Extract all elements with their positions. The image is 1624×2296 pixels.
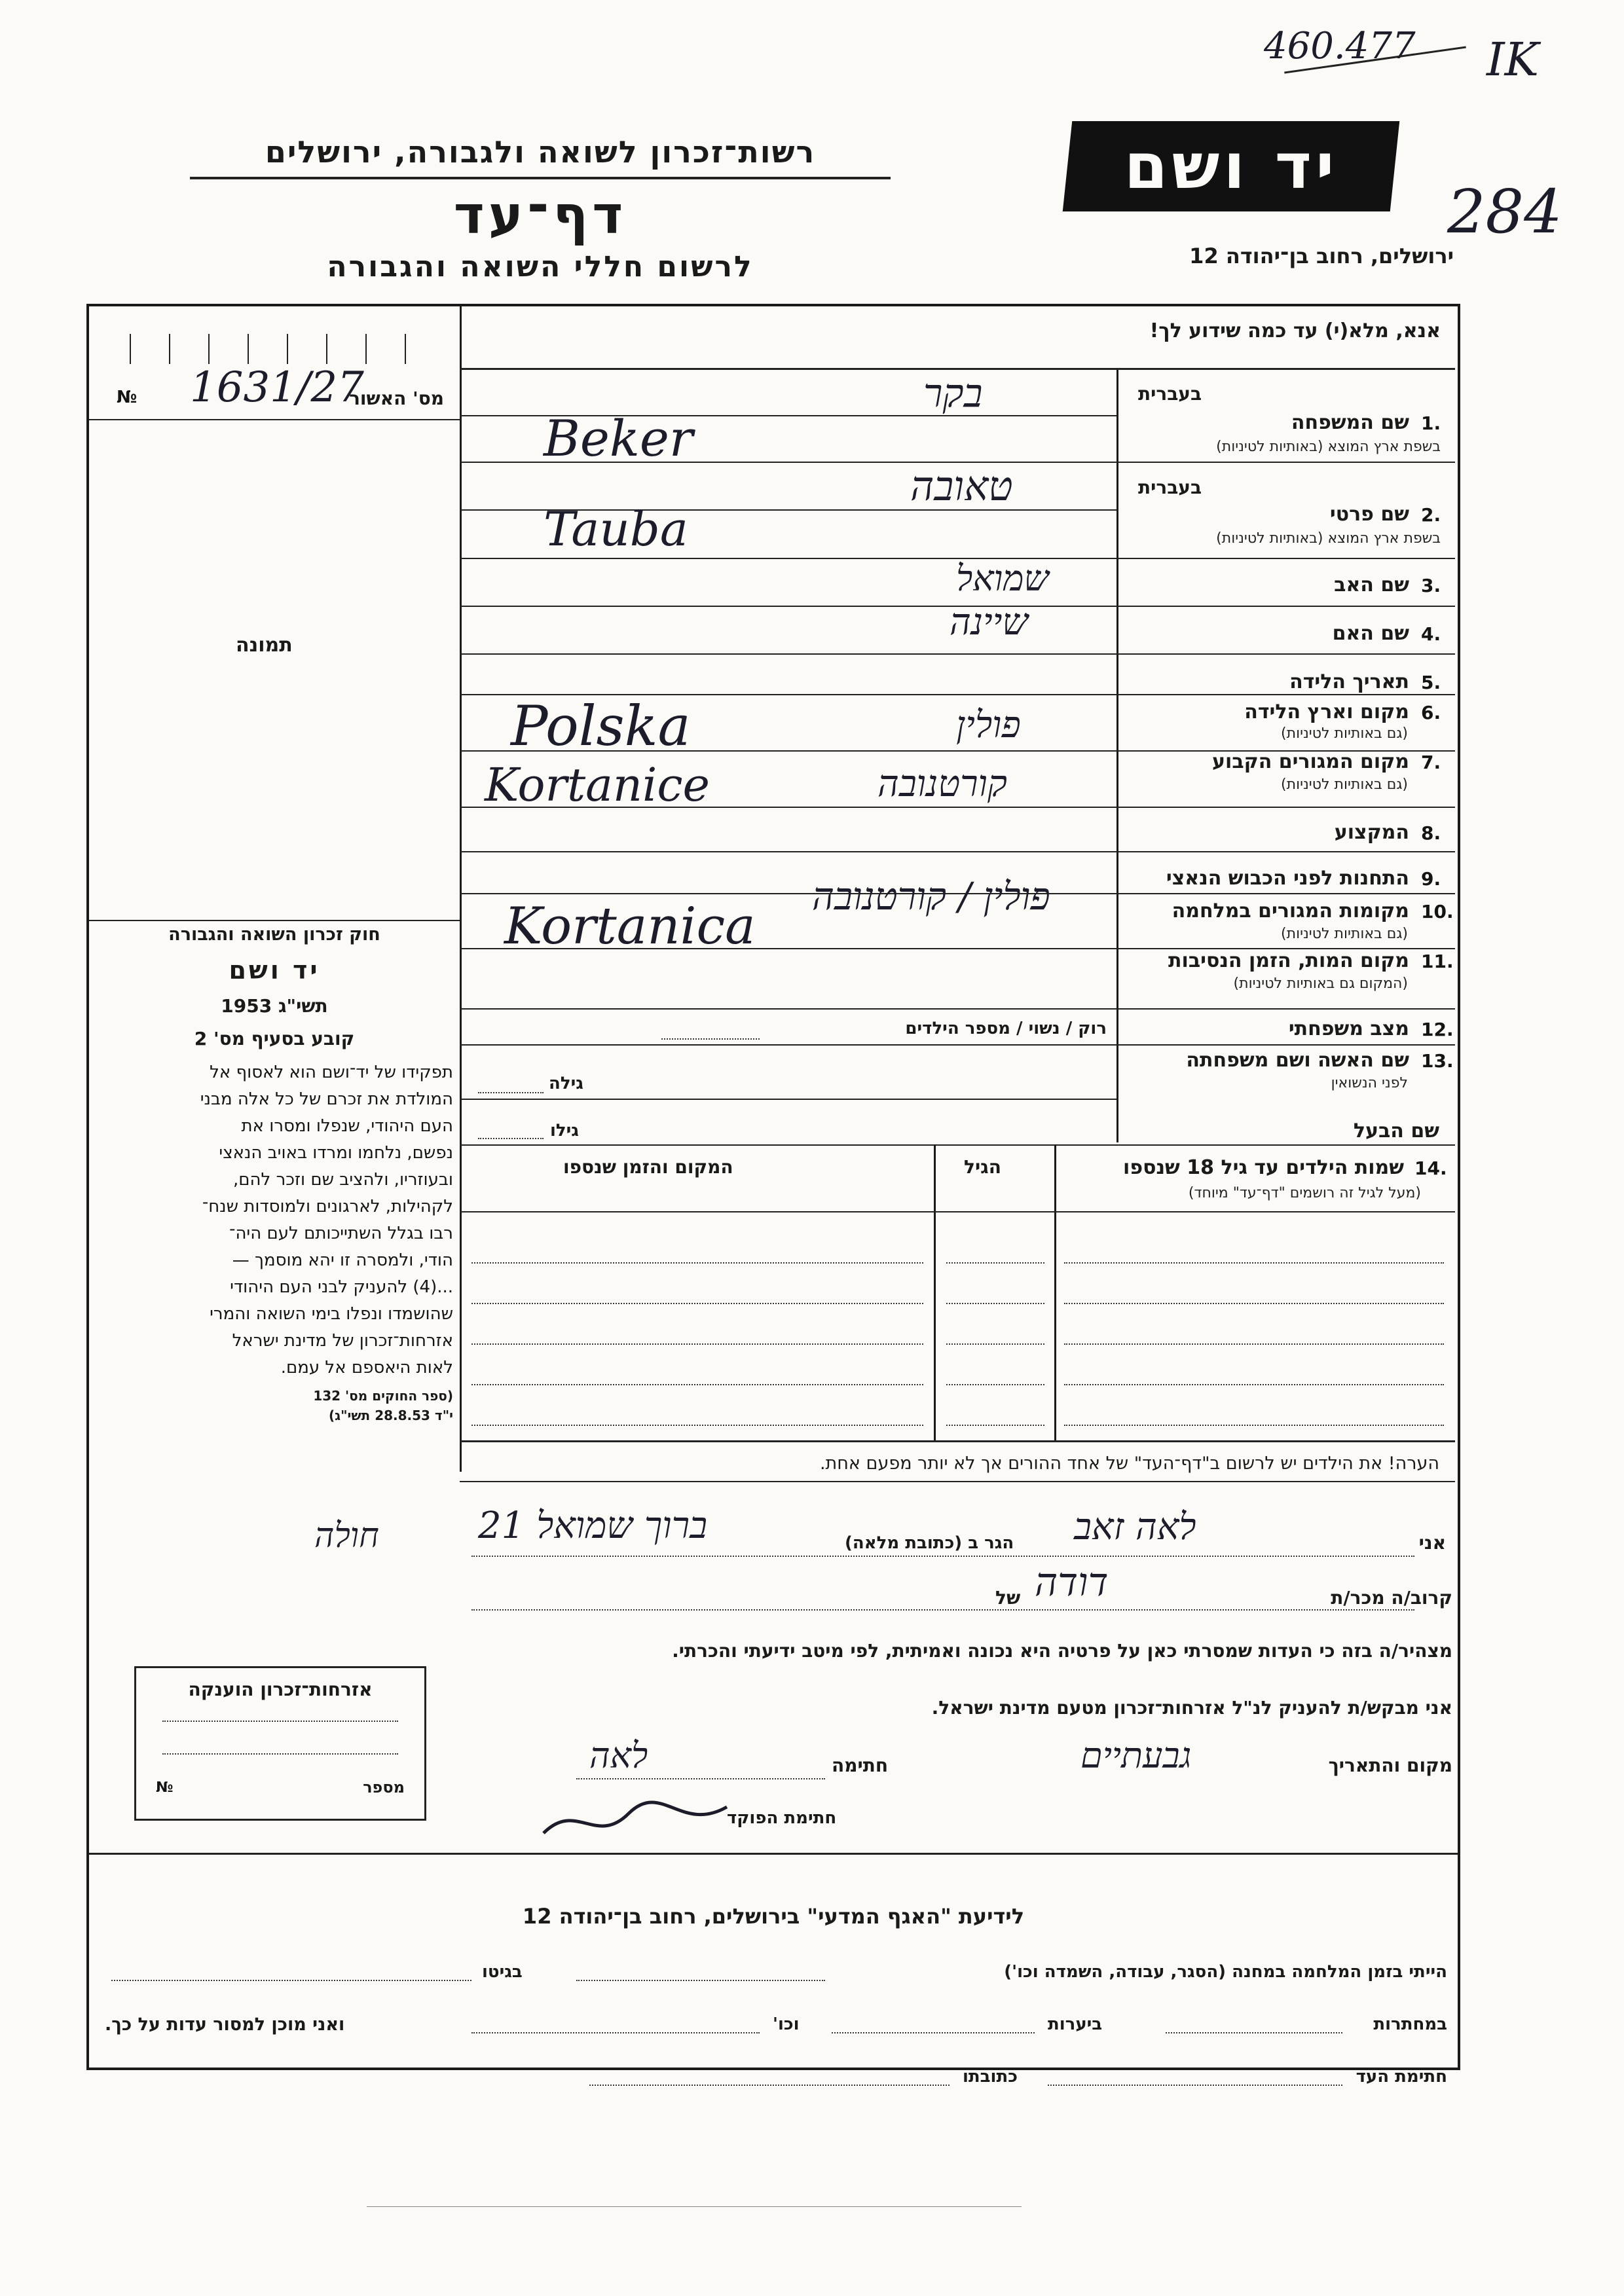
field-4-label: שם האם bbox=[1332, 622, 1409, 645]
archive-ref-mark: IK bbox=[1486, 33, 1539, 86]
children-label: שמות הילדים עד גיל 18 שנספו bbox=[1123, 1156, 1404, 1179]
law-line: שהושמדו ונפלו בימי השואה והמרי bbox=[210, 1304, 453, 1324]
child-row-line-1 bbox=[471, 1262, 923, 1264]
appendix-underground-label: במחתרות bbox=[1373, 2014, 1447, 2034]
wartime-residence-latin-value[interactable]: Kortanica bbox=[504, 897, 756, 956]
child-row-line-4 bbox=[471, 1384, 923, 1385]
field-13-sub: לפני הנשואין bbox=[1331, 1075, 1408, 1091]
registration-label: מס' האשור bbox=[349, 388, 444, 409]
law-line: לאות היאספם אל עמם. bbox=[280, 1358, 453, 1377]
request-text: אני מבקש/ת להעניק לנ"ל אזרחות־זכרון מטעם מדינת ישראל. bbox=[931, 1697, 1452, 1719]
field-11-num: 11. bbox=[1421, 951, 1454, 972]
declaration-text: מצהיר/ה בזה כי העדות שמסרתי כאן על פרטיה היא נכונה ואמיתית, לפי מיטב ידיעתי והכרתי. bbox=[672, 1640, 1452, 1662]
family-status-options: רוק / נשוי / מספר הילדים bbox=[905, 1019, 1107, 1038]
law-line: רבו בגלל השתייכותם לעם היה־ bbox=[229, 1224, 453, 1243]
declarant-i-label: אני bbox=[1418, 1532, 1446, 1554]
signature-value[interactable]: לאה bbox=[589, 1735, 648, 1776]
child-age-line-4 bbox=[946, 1384, 1044, 1385]
citizenship-box bbox=[134, 1666, 426, 1821]
field-7-sub: (גם באותיות לטיניות) bbox=[1281, 776, 1408, 793]
field-9-label: התחנות לפני הכבוש הנאצי bbox=[1166, 867, 1409, 890]
field-1-num: 1. bbox=[1421, 412, 1441, 434]
place-date-value[interactable]: גבעתיים bbox=[1080, 1735, 1192, 1776]
birth-place-hebrew-value[interactable]: פולין bbox=[956, 704, 1021, 746]
registration-prefix: № bbox=[117, 388, 138, 407]
field-10-sub: (גם באותיות לטיניות) bbox=[1281, 926, 1408, 942]
field-13-rule-a bbox=[460, 1099, 1116, 1100]
authority-name: רשות־זכרון לשואה ולגבורה, ירושלים bbox=[265, 134, 816, 170]
appendix-forest-line bbox=[832, 2032, 1035, 2033]
child-name-line-4 bbox=[1064, 1384, 1444, 1385]
law-text bbox=[96, 1059, 453, 1381]
appendix-etc-line bbox=[471, 2032, 760, 2033]
mother-value[interactable]: שיינה bbox=[950, 601, 1029, 644]
child-age-line-1 bbox=[946, 1262, 1044, 1264]
declarant-side-note: חולה bbox=[314, 1516, 379, 1556]
first-name-hebrew-value[interactable]: טאובה bbox=[910, 462, 1013, 510]
declarant-line-1 bbox=[471, 1556, 1414, 1557]
children-col-divider-1 bbox=[934, 1144, 936, 1440]
hebrew-label-1: בעברית bbox=[1138, 383, 1202, 405]
field-13-rule-b bbox=[460, 1144, 1455, 1146]
children-count-line bbox=[661, 1038, 760, 1040]
citizenship-line-2 bbox=[162, 1753, 398, 1755]
child-row-line-5 bbox=[471, 1425, 923, 1426]
field-10-label: מקומות המגורים במלחמה bbox=[1172, 900, 1409, 922]
registration-value[interactable]: 1631/27 bbox=[190, 363, 364, 412]
citizenship-line-1 bbox=[162, 1721, 398, 1722]
child-age-line-3 bbox=[946, 1343, 1044, 1345]
law-line: אזרחות־זכרון של מדינת ישראל bbox=[232, 1331, 453, 1351]
bottom-faint-rule bbox=[367, 2206, 1022, 2207]
field-6-num: 6. bbox=[1421, 702, 1441, 723]
form-subtitle: לרשום חללי השואה והגבורה bbox=[327, 250, 754, 283]
declarant-address-value[interactable]: ברוך שמואל 21 bbox=[478, 1504, 708, 1547]
field-8-label: המקצוע bbox=[1334, 821, 1409, 844]
top-prompt-rule bbox=[460, 368, 1455, 370]
law-line: לקהילות, לארגונים ולמוסדות שנח־ bbox=[202, 1197, 453, 1216]
law-line: המולדת את זכרם של כל אלה מבני bbox=[200, 1089, 453, 1109]
children-header-rule bbox=[460, 1211, 1455, 1212]
law-line: ...(4) להעניק לבני העם היהודי bbox=[230, 1277, 453, 1297]
note-rule bbox=[460, 1481, 1455, 1482]
husband-age-line bbox=[478, 1138, 544, 1139]
law-line: העם היהודי, שנפלו ומסרו את bbox=[241, 1116, 453, 1136]
appendix-ghetto-line bbox=[111, 1980, 471, 1981]
appendix-etc-label: וכו' bbox=[773, 2014, 800, 2034]
field-12-rule bbox=[460, 1044, 1455, 1046]
field-7-rule bbox=[460, 807, 1455, 808]
field-14-num: 14. bbox=[1414, 1157, 1447, 1179]
citizenship-number-label: מספר bbox=[363, 1778, 405, 1796]
surname-latin-value[interactable]: Beker bbox=[544, 409, 693, 467]
law-title: חוק זכרון השואה והגבורה bbox=[168, 924, 380, 945]
authority-underline bbox=[190, 177, 891, 179]
declarant-line-2 bbox=[471, 1609, 1414, 1611]
father-value[interactable]: שמואל bbox=[956, 558, 1049, 599]
appendix-witness-line bbox=[1048, 2085, 1342, 2086]
relation-label: קרוב/ה מכר/ת bbox=[1331, 1587, 1452, 1609]
registration-rule bbox=[89, 419, 460, 420]
field-1-label: שם המשפחה bbox=[1291, 411, 1409, 434]
field-3-num: 3. bbox=[1421, 575, 1441, 596]
residence-hebrew-value[interactable]: קורטנובה bbox=[877, 763, 1007, 805]
law-line: הודי, ולמסרה זו יהא מוסמך — bbox=[232, 1250, 453, 1270]
husband-age-label: גילו bbox=[550, 1121, 579, 1140]
field-12-label: מצב משפחתי bbox=[1288, 1017, 1409, 1040]
children-col-divider-2 bbox=[1054, 1144, 1056, 1440]
field-2-num: 2. bbox=[1421, 504, 1441, 526]
field-3-label: שם האב bbox=[1334, 574, 1409, 596]
field-7-num: 7. bbox=[1421, 752, 1441, 773]
signature-line bbox=[576, 1778, 825, 1779]
child-row-line-2 bbox=[471, 1303, 923, 1304]
appendix-witness-signature-label: חתימת העד bbox=[1356, 2067, 1447, 2086]
field-2-sub: בשפת ארץ המוצא (באותיות לטיניות) bbox=[1216, 530, 1441, 547]
field-11-label: מקום המות, הזמן הנסיבות bbox=[1168, 949, 1409, 972]
child-name-line-5 bbox=[1064, 1425, 1444, 1426]
field-8-num: 8. bbox=[1421, 822, 1441, 844]
law-line: ובעוזריו, ולהציב שם וזכר להם, bbox=[233, 1170, 453, 1190]
appendix-title: לידיעת "האגף המדעי" בירושלים, רחוב בן־יהודה 12 bbox=[522, 1904, 1025, 1929]
field-5-num: 5. bbox=[1421, 672, 1441, 693]
label-column-divider bbox=[1116, 370, 1118, 1142]
children-sub: (מעל לגיל זה רושמים "דף־עד" מיוחד) bbox=[1188, 1185, 1421, 1201]
wartime-residence-hebrew-value[interactable]: פולין / קורטנובה bbox=[812, 874, 1050, 919]
law-clause: קובע בסעיף מס' 2 bbox=[194, 1028, 355, 1049]
appendix-forest-label: ביערות bbox=[1048, 2014, 1103, 2034]
law-name: יד ושם bbox=[229, 956, 320, 985]
of-label: של bbox=[995, 1587, 1021, 1609]
declarant-name-value[interactable]: לאה זאב bbox=[1074, 1506, 1196, 1548]
appendix-line2-end: ואני מוכן למסור עדות על כך. bbox=[105, 2014, 345, 2035]
photo-label: תמונה bbox=[236, 634, 293, 657]
field-13-label: שם האשה ושם משפחתה bbox=[1186, 1049, 1409, 1072]
registration-ticks bbox=[103, 334, 444, 367]
address: ירושלים, רחוב בן־יהודה 12 bbox=[1189, 244, 1454, 268]
law-ref-1: (ספר החוקים מס' 132 bbox=[313, 1388, 453, 1404]
birth-place-latin-value[interactable]: Polska bbox=[511, 694, 691, 758]
field-10-num: 10. bbox=[1421, 901, 1454, 922]
relation-value[interactable]: דודה bbox=[1035, 1559, 1109, 1605]
field-4-num: 4. bbox=[1421, 623, 1441, 645]
form-title: דף־עד bbox=[453, 185, 627, 246]
appendix-camp-line bbox=[576, 1980, 825, 1981]
field-9-num: 9. bbox=[1421, 868, 1441, 890]
field-2-label: שם פרטי bbox=[1329, 503, 1409, 526]
law-ref-2: י"ד 28.8.53 תשי"ג) bbox=[329, 1408, 453, 1423]
first-name-latin-value[interactable]: Tauba bbox=[544, 501, 688, 556]
residence-latin-value[interactable]: Kortanice bbox=[485, 758, 710, 812]
wife-age-label: גילה bbox=[549, 1074, 583, 1093]
appendix-address-label: כתובתו bbox=[963, 2067, 1018, 2086]
field-11-sub: (המקום גם באותיות לטיניות) bbox=[1233, 975, 1408, 992]
children-bottom-rule bbox=[460, 1440, 1455, 1442]
declarant-resides-label: הגר ב (כתובת מלאה) bbox=[845, 1533, 1014, 1553]
top-prompt: אנא, מלא(י) עד כמה שידוע לך! bbox=[1149, 319, 1441, 342]
field-6-sub: (גם באותיות לטיניות) bbox=[1281, 725, 1408, 742]
archive-side-number: 284 bbox=[1447, 177, 1562, 247]
law-line: נפשם, נלחמו ומרדו באויב הנאצי bbox=[219, 1143, 453, 1163]
field-8-rule bbox=[460, 851, 1455, 852]
appendix-address-line bbox=[589, 2085, 950, 2086]
children-col-place: המקום והזמן שנספו bbox=[563, 1156, 733, 1178]
child-name-line-1 bbox=[1064, 1262, 1444, 1264]
appendix-rule bbox=[89, 1853, 1458, 1855]
official-signature-scribble bbox=[537, 1787, 733, 1846]
field-1-sub: בשפת ארץ המוצא (באותיות לטיניות) bbox=[1216, 439, 1441, 455]
law-year: תשי"ג 1953 bbox=[221, 995, 328, 1017]
children-col-age: הגיל bbox=[964, 1156, 1001, 1178]
field-12-num: 12. bbox=[1421, 1019, 1454, 1040]
signature-label: חתימה bbox=[832, 1755, 889, 1776]
appendix-line1-start: הייתי בזמן המלחמה במחנה (הסגר, עבודה, השמדה וכו') bbox=[1004, 1962, 1447, 1982]
law-box-top-rule bbox=[89, 920, 460, 921]
citizenship-number-prefix: № bbox=[156, 1779, 174, 1796]
appendix-underground-line bbox=[1166, 2032, 1342, 2033]
place-date-label: מקום והתאריך bbox=[1328, 1755, 1452, 1776]
field-13-num: 13. bbox=[1421, 1050, 1454, 1072]
field-6-label: מקום וארץ הלידה bbox=[1244, 701, 1409, 723]
field-11-rule bbox=[460, 1008, 1455, 1010]
field-4-rule bbox=[460, 653, 1455, 655]
appendix-line1-end: בגיטו bbox=[482, 1962, 523, 1982]
child-age-line-2 bbox=[946, 1303, 1044, 1304]
wife-age-line bbox=[478, 1092, 544, 1093]
law-line: תפקידו של יד־ושם הוא לאסוף אל bbox=[210, 1063, 453, 1082]
child-name-line-3 bbox=[1064, 1343, 1444, 1345]
archive-ref-number: 460.477 bbox=[1264, 25, 1416, 67]
field-5-label: תאריך הלידה bbox=[1289, 670, 1409, 693]
yad-vashem-logo bbox=[1063, 121, 1400, 211]
surname-hebrew-value[interactable]: בקר bbox=[923, 371, 983, 416]
husband-label: שם הבעל bbox=[1353, 1120, 1439, 1142]
official-signature-label: חתימת הפוקד bbox=[727, 1808, 837, 1828]
left-column-divider bbox=[460, 306, 462, 1472]
child-age-line-5 bbox=[946, 1425, 1044, 1426]
field-7-label: מקום המגורים הקבוע bbox=[1212, 750, 1409, 773]
hebrew-label-2: בעברית bbox=[1138, 477, 1202, 498]
child-name-line-2 bbox=[1064, 1303, 1444, 1304]
note-text: הערה! את הילדים יש לרשום ב"דף־העד" של אחד ההורים אך לא יותר מפעם אחת. bbox=[819, 1453, 1439, 1474]
child-row-line-3 bbox=[471, 1343, 923, 1345]
logo-text: יד ושם bbox=[1124, 130, 1338, 203]
citizenship-title: אזרחות־זכרון הוענקה bbox=[188, 1679, 373, 1700]
